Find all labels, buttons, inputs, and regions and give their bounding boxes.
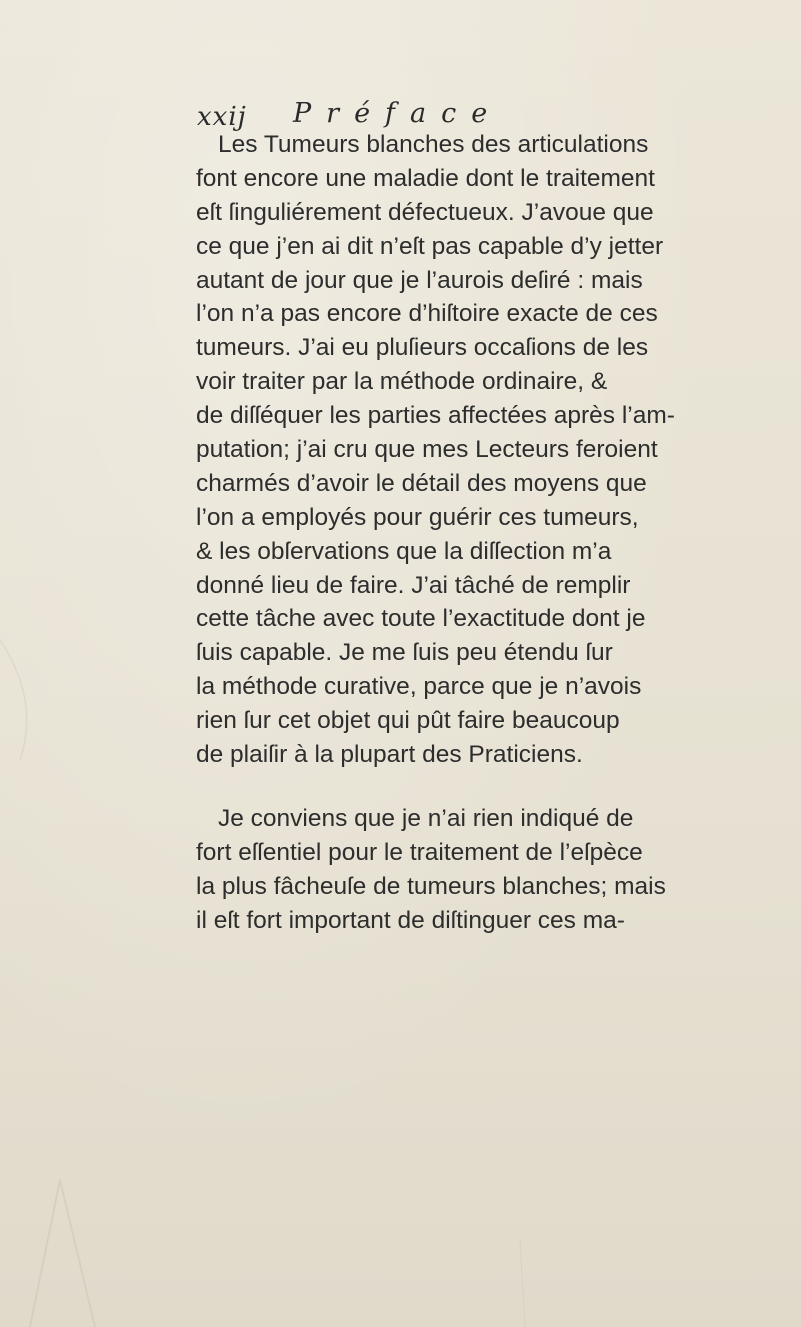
text-line: Je conviens que je n’ai rien indiqué de: [218, 804, 634, 832]
paragraph-gap: [196, 772, 756, 802]
text-line: font encore une maladie dont le traitement: [196, 164, 655, 192]
page-number: xxij: [197, 102, 247, 132]
text-line: & les obſervations que la diſſection m’a: [196, 537, 612, 565]
text-line: Les Tumeurs blanches des articulations: [218, 131, 649, 158]
text-line: l’on a employés pour guérir ces tumeurs,: [196, 503, 639, 531]
text-line: la plus fâcheuſe de tumeurs blanches; mais: [196, 872, 666, 900]
text-line: de diſſéquer les parties affectées après l’am-: [196, 402, 675, 430]
text-line: ce que j’en ai dit n’eſt pas capable d’y jetter: [196, 232, 664, 260]
text-line: voir traiter par la méthode ordinaire, &: [196, 368, 608, 396]
text-line: il eſt fort important de diſtinguer ces ma-: [196, 906, 625, 934]
text-line: ſuis capable. Je me ſuis peu étendu ſur: [196, 639, 613, 667]
text-line: eſt ſinguliérement défectueux. J’avoue que: [196, 198, 654, 226]
text-line: fort eſſentiel pour le traitement de l’eſpèce: [196, 838, 643, 866]
body-text: [196, 128, 756, 937]
text-line: cette tâche avec toute l’exactitude dont je: [196, 605, 646, 633]
text-line: de plaiſir à la plupart des Praticiens.: [196, 741, 583, 769]
text-line: autant de jour que je l’aurois deſiré : mais: [196, 266, 643, 294]
text-line: l’on n’a pas encore d’hiſtoire exacte de ces: [196, 300, 658, 328]
text-line: rien ſur cet objet qui pût faire beaucoup: [196, 707, 620, 735]
running-title: Préface: [293, 98, 503, 129]
text-line: la méthode curative, parce que je n’avois: [196, 673, 642, 701]
text-line: tumeurs. J’ai eu pluſieurs occaſions de les: [196, 334, 649, 362]
text-line: charmés d’avoir le détail des moyens que: [196, 469, 647, 497]
paragraph-1: [196, 128, 756, 772]
paragraph-2: [196, 802, 756, 938]
text-line: donné lieu de faire. J’ai tâché de remplir: [196, 571, 631, 599]
text-line: putation; j’ai cru que mes Lecteurs feroient: [196, 436, 658, 464]
